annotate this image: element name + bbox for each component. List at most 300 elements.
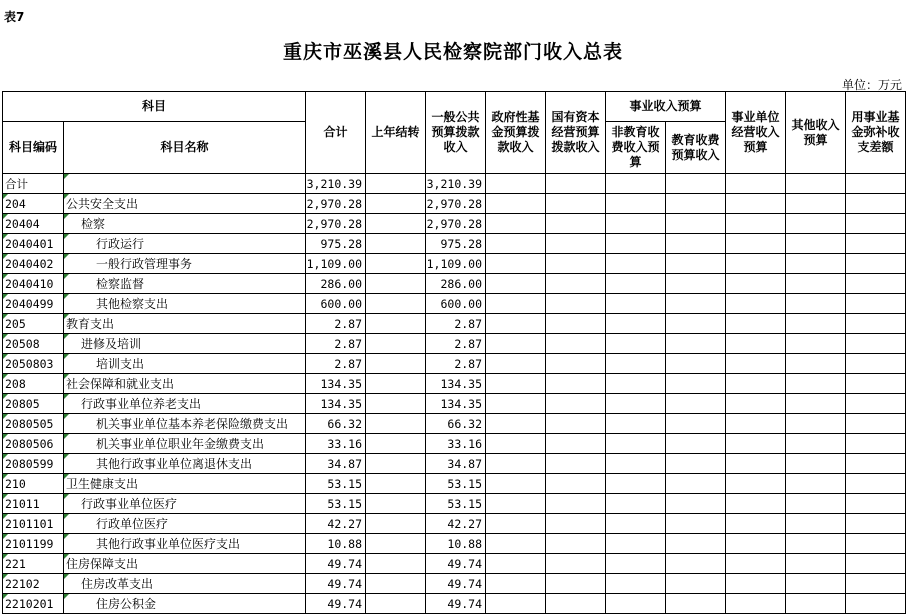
cell-other	[786, 314, 846, 334]
cell-edu-fee	[666, 214, 726, 234]
cell-general-budget: 286.00	[426, 274, 486, 294]
cell-general-budget: 53.15	[426, 474, 486, 494]
cell-fund-balance	[846, 374, 906, 394]
cell-general-budget: 2.87	[426, 334, 486, 354]
cell-code: 20805	[3, 394, 64, 414]
cell-state-capital	[546, 334, 606, 354]
cell-fund-balance	[846, 334, 906, 354]
cell-carryover	[366, 274, 426, 294]
cell-carryover	[366, 554, 426, 574]
cell-code: 2040410	[3, 274, 64, 294]
cell-other	[786, 414, 846, 434]
cell-total: 10.88	[306, 534, 366, 554]
cell-fund-balance	[846, 314, 906, 334]
cell-non-edu-fee	[606, 414, 666, 434]
cell-state-capital	[546, 534, 606, 554]
cell-other	[786, 434, 846, 454]
table-row	[3, 374, 906, 394]
cell-general-budget: 49.74	[426, 574, 486, 594]
cell-non-edu-fee	[606, 574, 666, 594]
cell-state-capital	[546, 214, 606, 234]
cell-general-budget: 34.87	[426, 454, 486, 474]
header-edu-fee: 教育收费预算收入	[666, 122, 726, 174]
cell-total: 2.87	[306, 354, 366, 374]
cell-business-unit	[726, 334, 786, 354]
header-total: 合计	[306, 92, 366, 174]
cell-code: 2040401	[3, 234, 64, 254]
cell-business-unit	[726, 554, 786, 574]
cell-gov-fund	[486, 414, 546, 434]
cell-carryover	[366, 314, 426, 334]
table-body	[3, 174, 906, 614]
cell-total: 66.32	[306, 414, 366, 434]
cell-edu-fee	[666, 414, 726, 434]
cell-non-edu-fee	[606, 354, 666, 374]
cell-gov-fund	[486, 574, 546, 594]
cell-total: 34.87	[306, 454, 366, 474]
cell-name: 教育支出	[64, 314, 306, 334]
cell-name: 其他检察支出	[64, 294, 306, 314]
cell-state-capital	[546, 434, 606, 454]
cell-carryover	[366, 574, 426, 594]
cell-business-unit	[726, 314, 786, 334]
cell-state-capital	[546, 414, 606, 434]
table-row	[3, 494, 906, 514]
cell-general-budget: 1,109.00	[426, 254, 486, 274]
cell-name: 行政运行	[64, 234, 306, 254]
cell-name: 其他行政事业单位离退休支出	[64, 454, 306, 474]
cell-gov-fund	[486, 374, 546, 394]
cell-gov-fund	[486, 214, 546, 234]
cell-other	[786, 214, 846, 234]
cell-code: 22102	[3, 574, 64, 594]
cell-gov-fund	[486, 554, 546, 574]
cell-edu-fee	[666, 594, 726, 614]
cell-total: 1,109.00	[306, 254, 366, 274]
cell-edu-fee	[666, 314, 726, 334]
cell-fund-balance	[846, 414, 906, 434]
cell-general-budget: 3,210.39	[426, 174, 486, 194]
cell-other	[786, 594, 846, 614]
table-row	[3, 234, 906, 254]
cell-name: 公共安全支出	[64, 194, 306, 214]
cell-edu-fee	[666, 434, 726, 454]
cell-code: 21011	[3, 494, 64, 514]
cell-other	[786, 394, 846, 414]
cell-name	[64, 174, 306, 194]
cell-general-budget: 49.74	[426, 594, 486, 614]
cell-other	[786, 174, 846, 194]
table-row	[3, 214, 906, 234]
cell-carryover	[366, 374, 426, 394]
cell-other	[786, 334, 846, 354]
table-row	[3, 194, 906, 214]
cell-total: 53.15	[306, 474, 366, 494]
table-row	[3, 574, 906, 594]
cell-non-edu-fee	[606, 234, 666, 254]
cell-state-capital	[546, 294, 606, 314]
cell-general-budget: 2.87	[426, 354, 486, 374]
cell-edu-fee	[666, 174, 726, 194]
cell-total: 3,210.39	[306, 174, 366, 194]
cell-other	[786, 274, 846, 294]
header-code: 科目编码	[3, 122, 64, 174]
cell-carryover	[366, 434, 426, 454]
cell-carryover	[366, 514, 426, 534]
cell-general-budget: 2.87	[426, 314, 486, 334]
cell-edu-fee	[666, 454, 726, 474]
cell-name: 行政事业单位养老支出	[64, 394, 306, 414]
cell-carryover	[366, 474, 426, 494]
cell-general-budget: 49.74	[426, 554, 486, 574]
cell-total: 2.87	[306, 334, 366, 354]
cell-non-edu-fee	[606, 594, 666, 614]
cell-gov-fund	[486, 454, 546, 474]
cell-business-unit	[726, 594, 786, 614]
table-row	[3, 554, 906, 574]
header-state-capital: 国有资本经营预算拨款收入	[546, 92, 606, 174]
table-row	[3, 354, 906, 374]
cell-edu-fee	[666, 494, 726, 514]
table-row	[3, 294, 906, 314]
header-gov-fund: 政府性基金预算拨款收入	[486, 92, 546, 174]
table-row	[3, 274, 906, 294]
table-row	[3, 454, 906, 474]
cell-fund-balance	[846, 574, 906, 594]
cell-gov-fund	[486, 294, 546, 314]
cell-edu-fee	[666, 234, 726, 254]
cell-state-capital	[546, 274, 606, 294]
cell-total: 2,970.28	[306, 214, 366, 234]
cell-total: 49.74	[306, 554, 366, 574]
cell-business-unit	[726, 454, 786, 474]
cell-edu-fee	[666, 514, 726, 534]
cell-business-unit	[726, 274, 786, 294]
cell-total: 134.35	[306, 374, 366, 394]
cell-fund-balance	[846, 354, 906, 374]
cell-non-edu-fee	[606, 394, 666, 414]
cell-business-unit	[726, 174, 786, 194]
cell-carryover	[366, 414, 426, 434]
cell-carryover	[366, 214, 426, 234]
cell-state-capital	[546, 474, 606, 494]
cell-fund-balance	[846, 254, 906, 274]
cell-carryover	[366, 494, 426, 514]
cell-gov-fund	[486, 514, 546, 534]
cell-edu-fee	[666, 354, 726, 374]
cell-general-budget: 10.88	[426, 534, 486, 554]
cell-state-capital	[546, 394, 606, 414]
header-other: 其他收入预算	[786, 92, 846, 174]
cell-edu-fee	[666, 274, 726, 294]
cell-other	[786, 374, 846, 394]
cell-fund-balance	[846, 514, 906, 534]
cell-state-capital	[546, 594, 606, 614]
cell-non-edu-fee	[606, 334, 666, 354]
cell-name: 进修及培训	[64, 334, 306, 354]
cell-state-capital	[546, 174, 606, 194]
cell-total: 33.16	[306, 434, 366, 454]
cell-state-capital	[546, 234, 606, 254]
cell-name: 检察	[64, 214, 306, 234]
cell-non-edu-fee	[606, 274, 666, 294]
cell-business-unit	[726, 574, 786, 594]
header-fund-balance: 用事业基金弥补收支差额	[846, 92, 906, 174]
cell-general-budget: 134.35	[426, 394, 486, 414]
cell-carryover	[366, 534, 426, 554]
cell-business-unit	[726, 394, 786, 414]
table-row	[3, 514, 906, 534]
cell-name: 机关事业单位基本养老保险缴费支出	[64, 414, 306, 434]
cell-fund-balance	[846, 494, 906, 514]
cell-non-edu-fee	[606, 214, 666, 234]
table-row	[3, 474, 906, 494]
table-row	[3, 334, 906, 354]
cell-code: 221	[3, 554, 64, 574]
cell-gov-fund	[486, 394, 546, 414]
cell-business-unit	[726, 534, 786, 554]
cell-other	[786, 574, 846, 594]
cell-fund-balance	[846, 394, 906, 414]
cell-non-edu-fee	[606, 254, 666, 274]
cell-general-budget: 600.00	[426, 294, 486, 314]
cell-total: 134.35	[306, 394, 366, 414]
cell-non-edu-fee	[606, 494, 666, 514]
cell-non-edu-fee	[606, 554, 666, 574]
cell-total: 600.00	[306, 294, 366, 314]
table-row	[3, 434, 906, 454]
cell-total: 49.74	[306, 594, 366, 614]
cell-carryover	[366, 294, 426, 314]
cell-state-capital	[546, 514, 606, 534]
header-carryover: 上年结转	[366, 92, 426, 174]
cell-code: 20404	[3, 214, 64, 234]
cell-edu-fee	[666, 534, 726, 554]
page-title: 重庆市巫溪县人民检察院部门收入总表	[282, 41, 623, 63]
cell-business-unit	[726, 214, 786, 234]
cell-total: 53.15	[306, 494, 366, 514]
cell-name: 一般行政管理事务	[64, 254, 306, 274]
cell-gov-fund	[486, 174, 546, 194]
cell-carryover	[366, 254, 426, 274]
cell-name: 检察监督	[64, 274, 306, 294]
cell-general-budget: 66.32	[426, 414, 486, 434]
cell-non-edu-fee	[606, 534, 666, 554]
cell-other	[786, 354, 846, 374]
table-row	[3, 394, 906, 414]
cell-non-edu-fee	[606, 194, 666, 214]
cell-state-capital	[546, 314, 606, 334]
cell-gov-fund	[486, 594, 546, 614]
cell-general-budget: 53.15	[426, 494, 486, 514]
cell-business-unit	[726, 294, 786, 314]
cell-other	[786, 194, 846, 214]
cell-code: 合计	[3, 174, 64, 194]
cell-state-capital	[546, 554, 606, 574]
cell-other	[786, 254, 846, 274]
cell-edu-fee	[666, 474, 726, 494]
cell-carryover	[366, 334, 426, 354]
cell-non-edu-fee	[606, 474, 666, 494]
cell-code: 2210201	[3, 594, 64, 614]
cell-fund-balance	[846, 274, 906, 294]
cell-carryover	[366, 594, 426, 614]
cell-carryover	[366, 354, 426, 374]
header-business-unit: 事业单位经营收入预算	[726, 92, 786, 174]
header-name: 科目名称	[64, 122, 306, 174]
cell-general-budget: 975.28	[426, 234, 486, 254]
cell-state-capital	[546, 354, 606, 374]
cell-name: 卫生健康支出	[64, 474, 306, 494]
cell-total: 975.28	[306, 234, 366, 254]
cell-other	[786, 474, 846, 494]
cell-code: 2040499	[3, 294, 64, 314]
cell-edu-fee	[666, 554, 726, 574]
cell-name: 住房改革支出	[64, 574, 306, 594]
cell-state-capital	[546, 494, 606, 514]
cell-non-edu-fee	[606, 314, 666, 334]
cell-business-unit	[726, 414, 786, 434]
cell-code: 210	[3, 474, 64, 494]
cell-edu-fee	[666, 334, 726, 354]
cell-fund-balance	[846, 174, 906, 194]
cell-code: 2080506	[3, 434, 64, 454]
cell-fund-balance	[846, 294, 906, 314]
cell-other	[786, 554, 846, 574]
cell-name: 行政事业单位医疗	[64, 494, 306, 514]
cell-non-edu-fee	[606, 294, 666, 314]
unit-label: 单位：万元	[841, 78, 902, 92]
cell-carryover	[366, 194, 426, 214]
table-row	[3, 314, 906, 334]
cell-name: 培训支出	[64, 354, 306, 374]
cell-business-unit	[726, 234, 786, 254]
cell-gov-fund	[486, 474, 546, 494]
cell-general-budget: 2,970.28	[426, 194, 486, 214]
cell-total: 2.87	[306, 314, 366, 334]
cell-non-edu-fee	[606, 514, 666, 534]
cell-fund-balance	[846, 234, 906, 254]
cell-code: 208	[3, 374, 64, 394]
cell-carryover	[366, 454, 426, 474]
cell-other	[786, 454, 846, 474]
table-row	[3, 414, 906, 434]
cell-state-capital	[546, 574, 606, 594]
cell-gov-fund	[486, 434, 546, 454]
cell-business-unit	[726, 354, 786, 374]
cell-state-capital	[546, 254, 606, 274]
cell-code: 20508	[3, 334, 64, 354]
cell-total: 49.74	[306, 574, 366, 594]
cell-fund-balance	[846, 214, 906, 234]
cell-other	[786, 514, 846, 534]
table-row	[3, 594, 906, 614]
cell-gov-fund	[486, 494, 546, 514]
cell-business-unit	[726, 514, 786, 534]
cell-code: 2050803	[3, 354, 64, 374]
cell-general-budget: 134.35	[426, 374, 486, 394]
cell-fund-balance	[846, 454, 906, 474]
cell-business-unit	[726, 374, 786, 394]
cell-name: 住房公积金	[64, 594, 306, 614]
cell-gov-fund	[486, 314, 546, 334]
table-row	[3, 534, 906, 554]
cell-state-capital	[546, 454, 606, 474]
table-row	[3, 254, 906, 274]
cell-business-unit	[726, 434, 786, 454]
cell-fund-balance	[846, 594, 906, 614]
cell-general-budget: 33.16	[426, 434, 486, 454]
cell-code: 205	[3, 314, 64, 334]
cell-total: 2,970.28	[306, 194, 366, 214]
cell-name: 社会保障和就业支出	[64, 374, 306, 394]
cell-edu-fee	[666, 374, 726, 394]
cell-edu-fee	[666, 254, 726, 274]
cell-gov-fund	[486, 194, 546, 214]
cell-code: 2101199	[3, 534, 64, 554]
cell-fund-balance	[846, 554, 906, 574]
cell-business-unit	[726, 474, 786, 494]
cell-fund-balance	[846, 434, 906, 454]
cell-code: 2080505	[3, 414, 64, 434]
header-general-budget: 一般公共预算拨款收入	[426, 92, 486, 174]
cell-other	[786, 494, 846, 514]
cell-carryover	[366, 394, 426, 414]
cell-name: 机关事业单位职业年金缴费支出	[64, 434, 306, 454]
cell-other	[786, 294, 846, 314]
cell-non-edu-fee	[606, 374, 666, 394]
cell-non-edu-fee	[606, 434, 666, 454]
cell-general-budget: 42.27	[426, 514, 486, 534]
cell-code: 2040402	[3, 254, 64, 274]
cell-code: 2101101	[3, 514, 64, 534]
cell-business-unit	[726, 494, 786, 514]
cell-state-capital	[546, 374, 606, 394]
cell-fund-balance	[846, 534, 906, 554]
cell-gov-fund	[486, 274, 546, 294]
header-subject: 科目	[3, 92, 306, 122]
cell-carryover	[366, 234, 426, 254]
cell-gov-fund	[486, 334, 546, 354]
cell-carryover	[366, 174, 426, 194]
cell-name: 住房保障支出	[64, 554, 306, 574]
cell-business-unit	[726, 194, 786, 214]
cell-gov-fund	[486, 234, 546, 254]
cell-business-unit	[726, 254, 786, 274]
cell-edu-fee	[666, 194, 726, 214]
cell-name: 行政单位医疗	[64, 514, 306, 534]
income-summary-table	[2, 91, 906, 614]
cell-name: 其他行政事业单位医疗支出	[64, 534, 306, 554]
cell-gov-fund	[486, 354, 546, 374]
cell-gov-fund	[486, 254, 546, 274]
cell-edu-fee	[666, 394, 726, 414]
cell-code: 2080599	[3, 454, 64, 474]
cell-gov-fund	[486, 534, 546, 554]
header-business-income-group: 事业收入预算	[606, 92, 726, 122]
header-non-edu-fee: 非教育收费收入预算	[606, 122, 666, 174]
cell-code: 204	[3, 194, 64, 214]
cell-other	[786, 234, 846, 254]
cell-fund-balance	[846, 474, 906, 494]
cell-non-edu-fee	[606, 174, 666, 194]
cell-general-budget: 2,970.28	[426, 214, 486, 234]
cell-state-capital	[546, 194, 606, 214]
cell-total: 42.27	[306, 514, 366, 534]
cell-non-edu-fee	[606, 454, 666, 474]
cell-fund-balance	[846, 194, 906, 214]
table-number-label: 表7	[4, 10, 25, 24]
